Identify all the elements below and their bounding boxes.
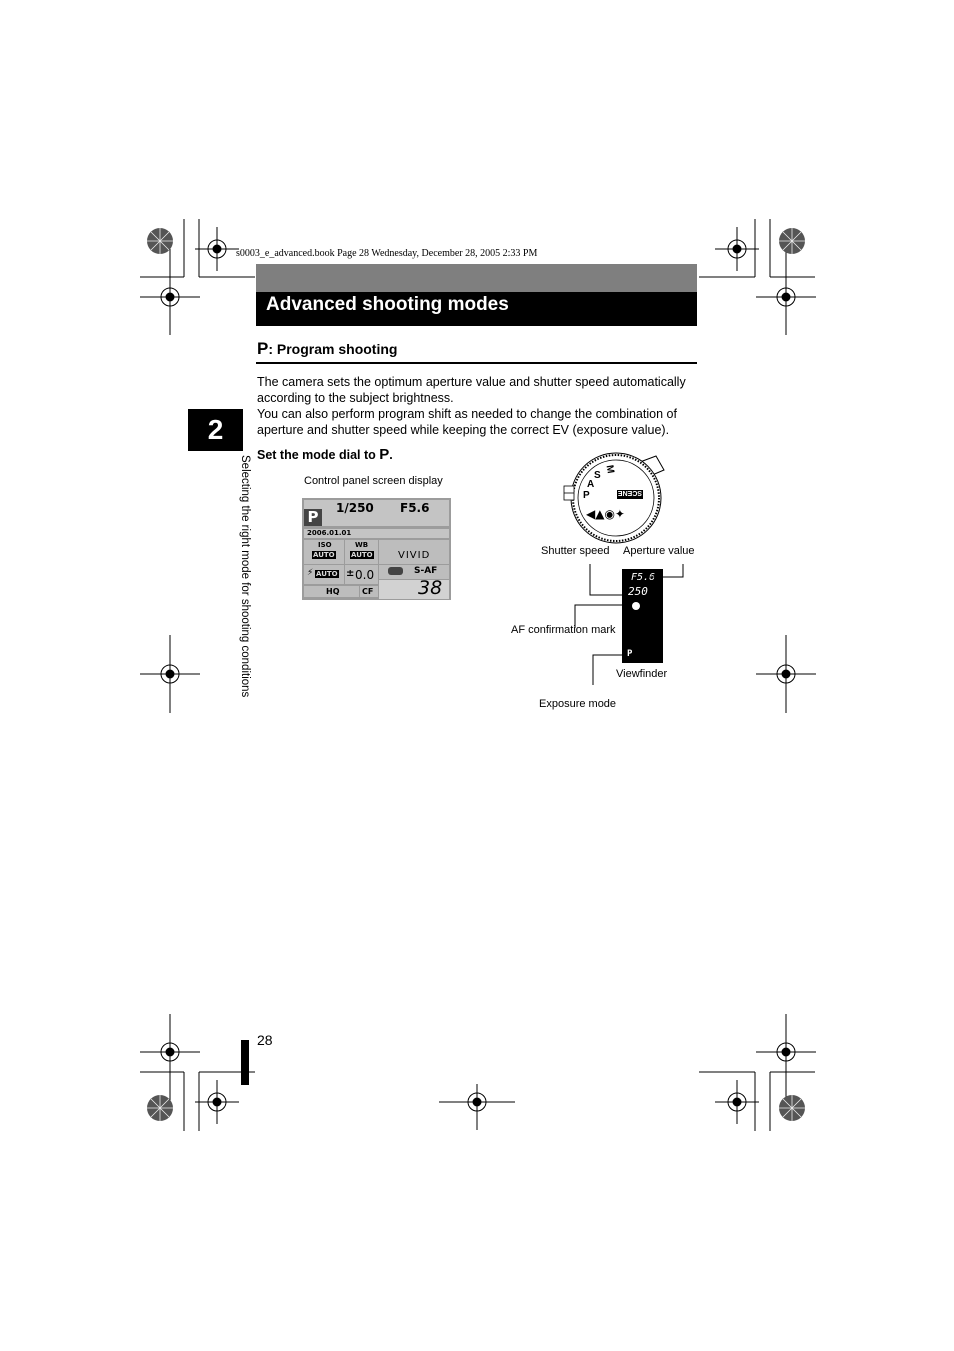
dial-label-m: M — [603, 464, 616, 475]
label-exposure-mode: Exposure mode — [539, 698, 617, 710]
vf-mode-readout: P — [627, 649, 633, 659]
cp-exposure-comp: 0.0 — [355, 568, 375, 582]
dial-label-p: P — [583, 490, 590, 501]
cp-quality: HQ — [326, 587, 340, 596]
label-af-confirmation: AF confirmation mark — [511, 624, 616, 636]
step-mode-letter: P — [379, 446, 390, 463]
label-shutter-speed: Shutter speed — [541, 545, 610, 557]
chapter-tab: 2 — [188, 409, 243, 451]
section-heading-text: : Program shooting — [268, 341, 398, 357]
cp-focus-mode: S-AF — [414, 566, 438, 576]
side-label — [238, 455, 252, 735]
dial-label-a: A — [587, 479, 595, 490]
cp-mode: P — [304, 509, 322, 526]
header-strip — [256, 264, 697, 292]
cp-flash-value: AUTO — [316, 570, 338, 578]
section-heading — [257, 340, 397, 358]
label-viewfinder: Viewfinder — [616, 668, 668, 680]
label-aperture-value: Aperture value — [623, 545, 695, 557]
vf-shutter-readout: 250 — [628, 585, 648, 598]
paragraph-line: according to the subject brightness. — [257, 391, 454, 405]
vf-aperture-readout: F5.6 — [631, 572, 656, 583]
paragraph-line: aperture and shutter speed while keeping the correct EV (exposure value). — [257, 423, 670, 437]
file-header: s0003_e_advanced.book Page 28 Wednesday, December 28, 2005 2:33 PM — [236, 248, 538, 259]
cp-date: 2006.01.01 — [307, 529, 352, 537]
cp-picture-mode: VIVID — [398, 550, 431, 561]
callout-lines — [570, 555, 690, 685]
control-panel-caption: Control panel screen display — [304, 475, 443, 487]
mode-p-letter: P — [257, 339, 269, 358]
metering-icon — [388, 567, 403, 575]
step-text: Set the mode dial to — [257, 448, 380, 462]
mode-dial — [560, 452, 672, 544]
section-rule — [256, 362, 697, 364]
side-label-text: Selecting the right mode for shooting conditions — [239, 455, 251, 698]
flash-icon: ⚡ — [307, 568, 314, 578]
cp-wb-value: AUTO — [351, 551, 373, 559]
control-panel-screen — [302, 498, 451, 600]
plus-minus-icon: ± — [346, 568, 355, 579]
cp-iso-value: AUTO — [313, 551, 335, 559]
cp-shutter-speed: 1/250 — [336, 501, 374, 515]
dial-label-s: S — [594, 470, 601, 481]
page-number-bar — [241, 1040, 249, 1085]
step-suffix: . — [389, 448, 393, 462]
cp-aperture: F5.6 — [400, 501, 430, 515]
paragraph-line: You can also perform program shift as needed to change the combination of — [257, 407, 677, 421]
dial-icons: ◀▲◉✦ — [586, 507, 625, 521]
dial-label-scene: SCENE — [617, 489, 642, 496]
cp-wb-label: WB — [355, 541, 369, 549]
paragraph-line: The camera sets the optimum aperture value and shutter speed automatically — [257, 375, 686, 389]
cp-iso-label: ISO — [318, 541, 332, 549]
cp-shots-remaining: 38 — [418, 577, 443, 599]
page-number: 28 — [257, 1032, 273, 1048]
cp-card: CF — [362, 587, 374, 596]
page-title: Advanced shooting modes — [266, 294, 509, 315]
step-instruction — [257, 446, 393, 463]
